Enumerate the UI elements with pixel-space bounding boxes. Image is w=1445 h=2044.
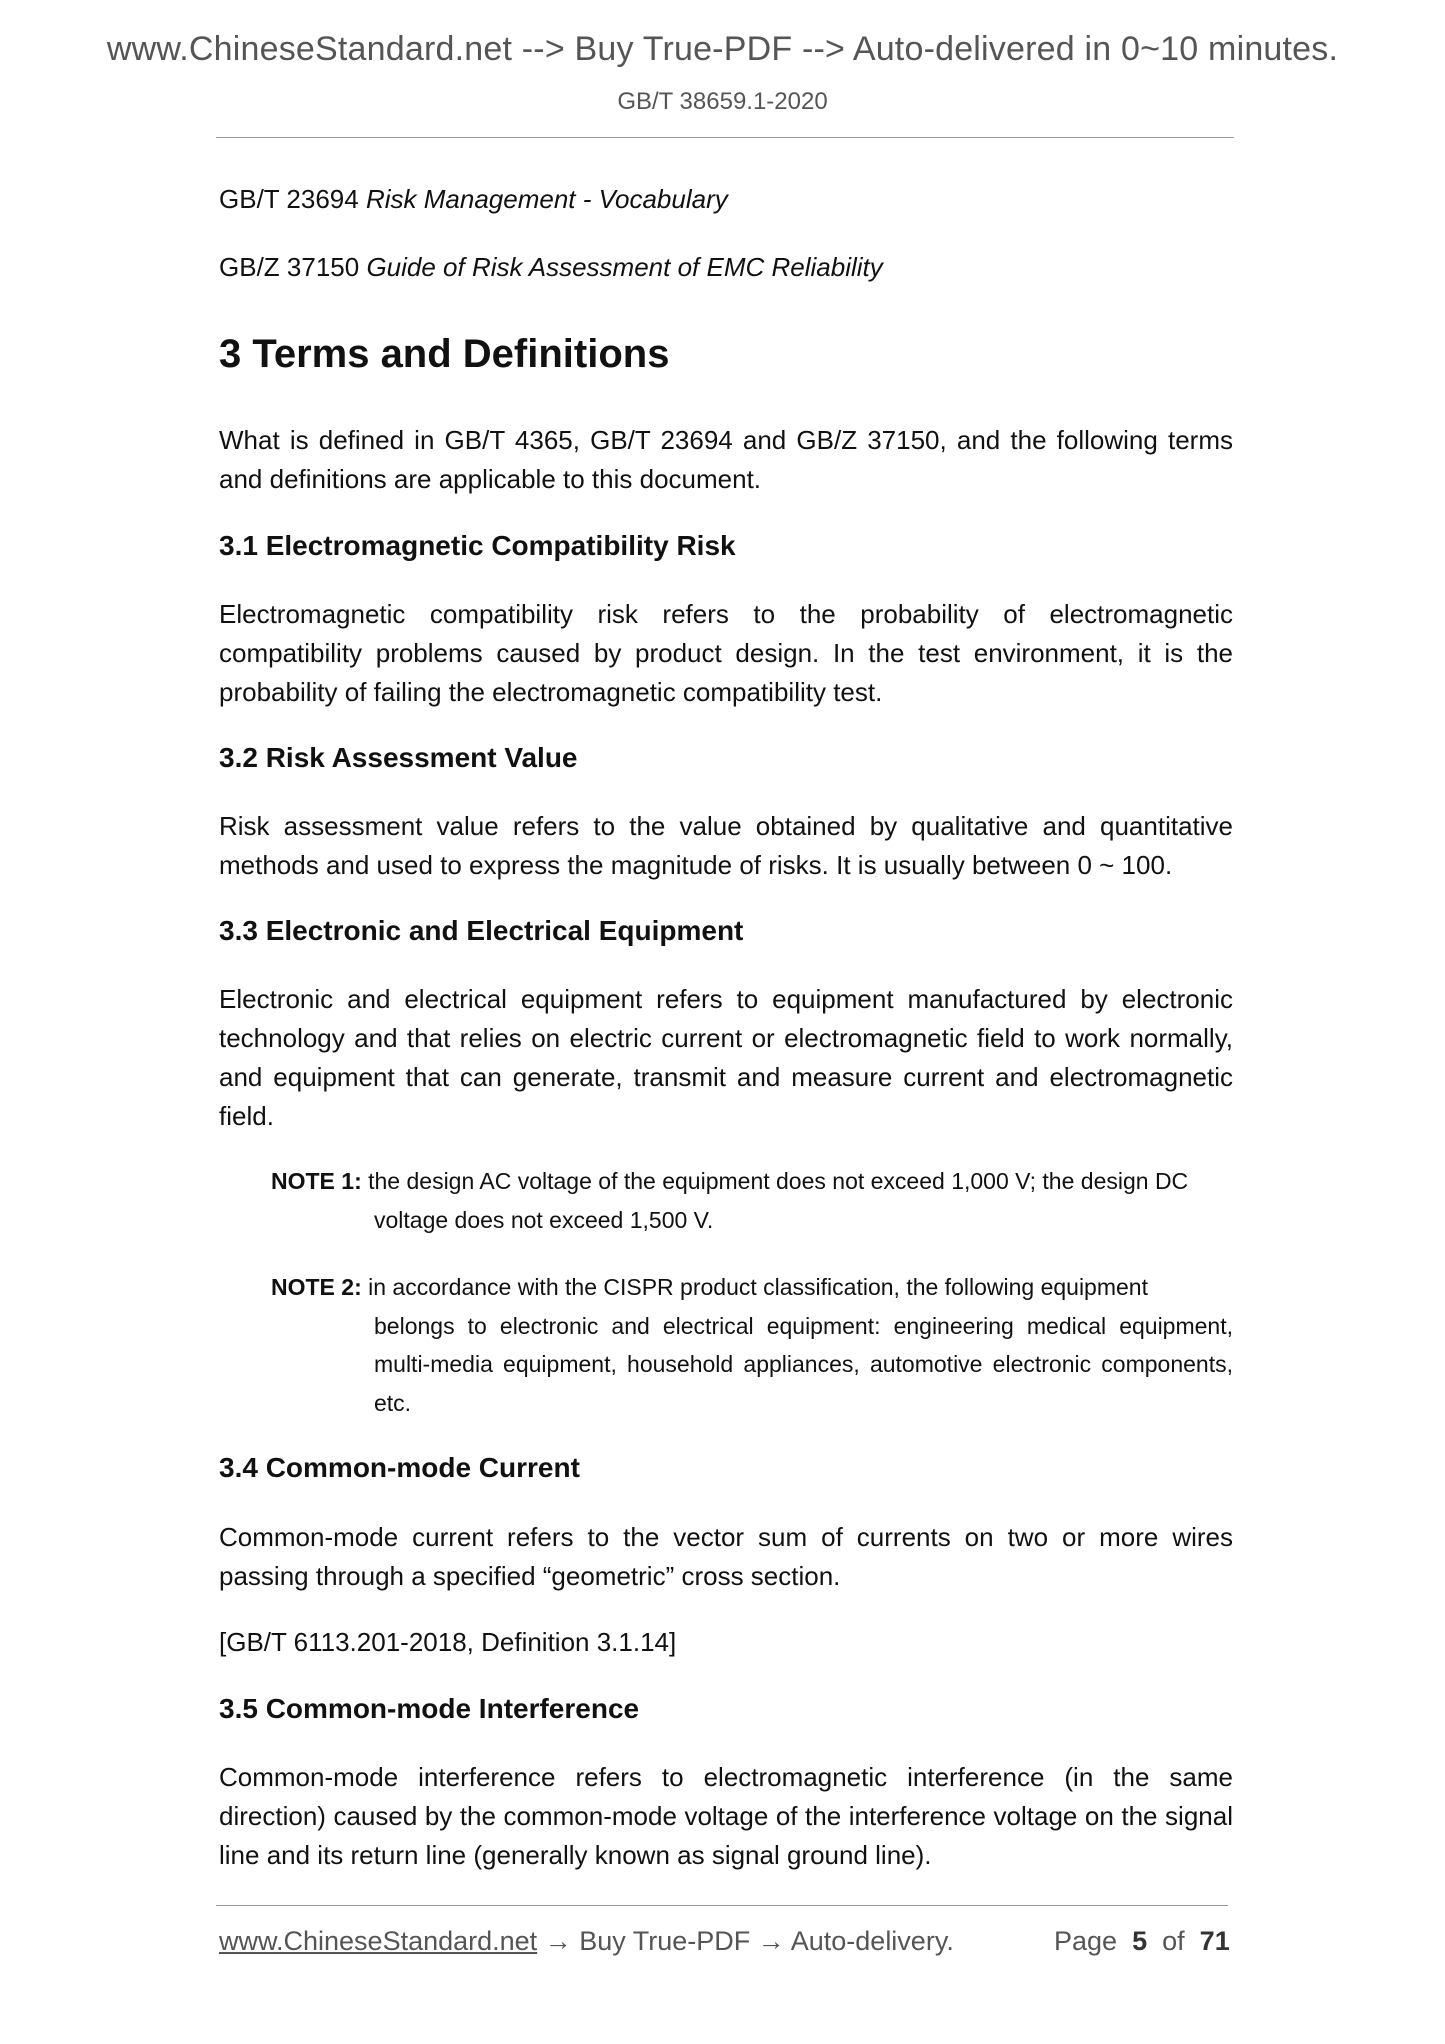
- reference-item: GB/T 23694 Risk Management - Vocabulary: [219, 184, 728, 214]
- term-source: [GB/T 6113.201-2018, Definition 3.1.14]: [219, 1627, 677, 1657]
- document-id: GB/T 38659.1-2020: [617, 88, 828, 115]
- term-body: Risk assessment value refers to the value obtained by qualitative and quantitative methods and used to express the magnitude of risks. It is usually between 0 ~ 100.: [219, 811, 1233, 880]
- note-label: NOTE 1:: [271, 1168, 362, 1194]
- term-body: Electromagnetic compatibility risk refers to the probability of electromagnetic compatibility problems caused by product design. In the test environment, it is the probability of failing the electromagnetic compatibility test.: [219, 599, 1233, 707]
- note-label: NOTE 2:: [271, 1274, 362, 1300]
- term-heading: 3.2 Risk Assessment Value: [219, 742, 578, 773]
- footer-promo: [219, 1926, 954, 1957]
- footer-link[interactable]: www.ChineseStandard.net: [219, 1926, 538, 1956]
- page-current: 5: [1132, 1926, 1148, 1956]
- note-text: voltage does not exceed 1,500 V.: [374, 1206, 714, 1233]
- term-heading: 3.1 Electromagnetic Compatibility Risk: [219, 530, 736, 561]
- header-divider: [216, 137, 1234, 138]
- term-heading: 3.5 Common-mode Interference: [219, 1693, 640, 1724]
- note: [271, 1268, 1233, 1422]
- page-indicator: Page 5 of 71: [1054, 1926, 1230, 1956]
- section-intro: What is defined in GB/T 4365, GB/T 23694 and GB/Z 37150, and the following terms and definitions are applicable to this document.: [219, 425, 1233, 494]
- term-heading: 3.4 Common-mode Current: [219, 1452, 580, 1483]
- page-total: 71: [1199, 1926, 1230, 1956]
- term-body: Electronic and electrical equipment refers to equipment manufactured by electronic technology and that relies on electric current or electromagnetic field to work normally, and equipment that can generate, transmit and measure current and electromagnetic field.: [219, 984, 1233, 1131]
- note-text: belongs to electronic and electrical equipment: engineering medical equipment, multi-media equipment, household appliances, automotive electronic components, etc.: [374, 1312, 1233, 1416]
- footer-divider: [216, 1905, 1228, 1906]
- section-heading: 3 Terms and Definitions: [219, 332, 670, 376]
- term-heading: 3.3 Electronic and Electrical Equipment: [219, 915, 744, 946]
- term-body: Common-mode interference refers to electromagnetic interference (in the same direction) caused by the common-mode voltage of the interference voltage on the signal line and its return line (generally known as signal ground line).: [219, 1762, 1233, 1870]
- note-text: the design AC voltage of the equipment does not exceed 1,000 V; the design DC: [368, 1168, 1189, 1194]
- note-text: in accordance with the CISPR product classification, the following equipment: [368, 1274, 1148, 1300]
- term-body: Common-mode current refers to the vector sum of currents on two or more wires passing through a specified “geometric” cross section.: [219, 1522, 1233, 1591]
- footer-text: → Buy True-PDF → Auto-delivery.: [537, 1926, 954, 1956]
- note: [271, 1162, 1233, 1239]
- site-banner: www.ChineseStandard.net --> Buy True-PDF --> Auto-delivered in 0~10 minutes.: [106, 30, 1339, 68]
- reference-item: GB/Z 37150 Guide of Risk Assessment of EMC Reliability: [219, 252, 883, 282]
